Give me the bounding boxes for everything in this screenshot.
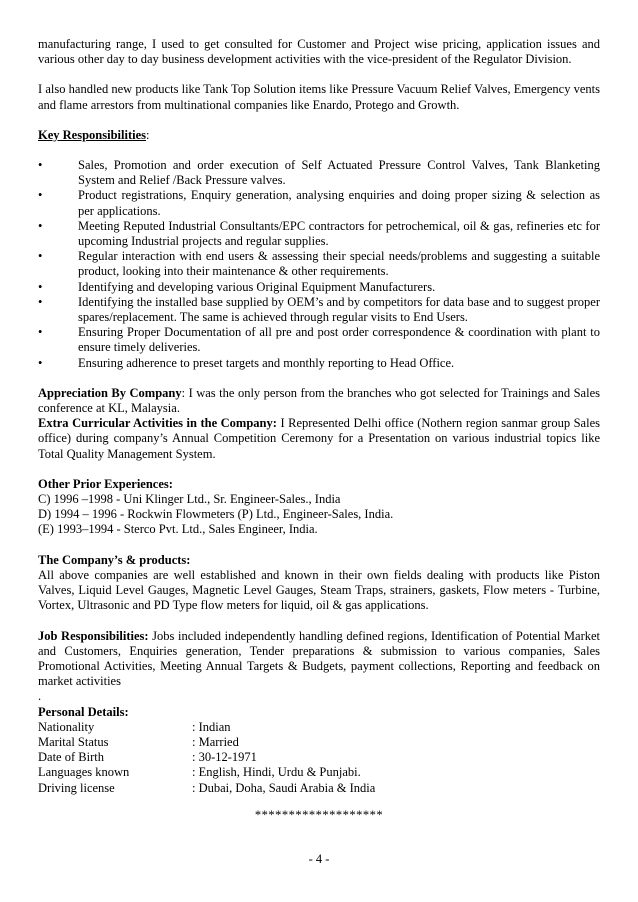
- list-item-text: Ensuring Proper Documentation of all pre and post order correspondence & coordination with plant to ensure timely deliveries.: [78, 325, 600, 355]
- list-item-text: Identifying the installed base supplied by OEM’s and by competitors for data base and to suggest proper spares/replacement. The same is achieved through regular visits to End Users.: [78, 294, 600, 325]
- list-item-text: Meeting Reputed Industrial Consultants/EPC contractors for petrochemical, oil & gas, refineries etc for upcoming Industrial projects and regular supplies.: [78, 218, 600, 249]
- key-responsibilities-list: [38, 158, 600, 371]
- trailing-dot: .: [38, 689, 42, 704]
- details-key: Nationality: [38, 719, 95, 734]
- bullet-icon: •: [38, 158, 43, 173]
- appreciation-text: : I was the only person from the branches who got selected for Trainings and Sales conference at KL, Malaysia.: [38, 385, 600, 416]
- company-products-heading: The Company’s & products:: [38, 552, 191, 567]
- list-item-text: Ensuring adherence to preset targets and monthly reporting to Head Office.: [78, 355, 455, 370]
- appreciation-label: Appreciation By Company: [38, 385, 182, 400]
- bullet-icon: •: [38, 294, 43, 309]
- bullet-icon: •: [38, 279, 43, 294]
- intro-paragraph-2: I also handled new products like Tank Top Solution items like Pressure Vacuum Relief Valves, Emergency vents and flame arrestors from multinational companies like Enardo, Protego and Growth.: [38, 82, 600, 112]
- details-key: Date of Birth: [38, 750, 104, 765]
- stars-divider: *******************: [254, 807, 384, 822]
- key-responsibilities-colon: :: [146, 127, 150, 142]
- job-responsibilities-label: Job Responsibilities:: [38, 628, 149, 643]
- appreciation-paragraph: [38, 386, 600, 416]
- extra-curricular-label: Extra Curricular Activities in the Company:: [38, 416, 277, 431]
- details-key: Driving license: [38, 780, 115, 795]
- personal-details-table: [38, 720, 600, 796]
- list-item-text: Sales, Promotion and order execution of Self Actuated Pressure Control Valves, Tank Blanketing System and Relief /Back Pressure valves.: [78, 158, 600, 188]
- list-item: [38, 280, 600, 295]
- list-item-text: Identifying and developing various Original Equipment Manufacturers.: [78, 279, 436, 294]
- company-products-text: All above companies are well established and known in their own fields dealing with products like Piston Valves, Liquid Level Gauges, Magnetic Level Gauges, Steam Traps, strainers, gaskets, Flow meters - Turbine, Vortex, Ultrasonic and PD Type flow meters for liquid, oil & gas applications.: [38, 567, 600, 613]
- details-key: Marital Status: [38, 734, 109, 749]
- list-item: [38, 158, 600, 188]
- details-row: [38, 765, 600, 780]
- details-row: [38, 720, 600, 735]
- details-row: [38, 781, 600, 796]
- list-item: [38, 295, 600, 325]
- details-value: : English, Hindi, Urdu & Punjabi.: [192, 765, 361, 780]
- details-key: Languages known: [38, 765, 130, 780]
- bullet-icon: •: [38, 188, 43, 203]
- list-item-text: Regular interaction with end users & assessing their special needs/problems and suggesting a suitable product, looking into their maintenance & other requirements.: [78, 249, 600, 279]
- list-item: [38, 249, 600, 279]
- personal-details-heading: Personal Details:: [38, 704, 129, 719]
- job-responsibilities-text: Jobs included independently handling defined regions, Identification of Potential Market and Customers, Enquiries generation, Tender preparations & submission to various companies, Sales Promotional Activities, Meeting Annual Targets & Budgets, payment collections, Reporting and feedback on market activities: [38, 628, 601, 689]
- details-value: : Indian: [192, 719, 231, 734]
- experience-line: (E) 1993–1994 - Sterco Pvt. Ltd., Sales Engineer, India.: [38, 522, 318, 537]
- bullet-icon: •: [38, 355, 43, 370]
- experience-line: C) 1996 –1998 - Uni Klinger Ltd., Sr. Engineer-Sales., India: [38, 492, 341, 507]
- list-item: [38, 188, 600, 218]
- bullet-icon: •: [38, 249, 43, 264]
- list-item: [38, 356, 600, 371]
- key-responsibilities-heading: [38, 128, 600, 143]
- page-number: - 4 -: [308, 852, 330, 866]
- details-value: : Married: [192, 734, 239, 749]
- bullet-icon: •: [38, 325, 43, 340]
- details-value: : Dubai, Doha, Saudi Arabia & India: [192, 780, 376, 795]
- details-row: [38, 735, 600, 750]
- key-responsibilities-title: Key Responsibilities: [38, 127, 146, 142]
- details-value: : 30-12-1971: [192, 750, 257, 765]
- details-row: [38, 750, 600, 765]
- experience-line: D) 1994 – 1996 - Rockwin Flowmeters (P) Ltd., Engineer-Sales, India.: [38, 507, 394, 522]
- job-responsibilities-paragraph: [38, 629, 600, 690]
- extra-curricular-paragraph: [38, 416, 600, 462]
- bullet-icon: •: [38, 218, 43, 233]
- list-item: [38, 219, 600, 249]
- list-item: [38, 325, 600, 355]
- intro-paragraph-1: manufacturing range, I used to get consulted for Customer and Project wise pricing, application issues and various other day to day business development activities with the vice-president of the Regulator Division.: [38, 37, 600, 67]
- extra-curricular-text: I Represented Delhi office (Nothern region sanmar group Sales office) during company’s Annual Competition Ceremony for a Presentation on various industrial topics like Total Quality Management System.: [38, 416, 600, 461]
- list-item-text: Product registrations, Enquiry generation, analysing enquiries and doing proper sizing & selection as per applications.: [78, 188, 600, 218]
- other-experiences-heading: Other Prior Experiences:: [38, 476, 173, 491]
